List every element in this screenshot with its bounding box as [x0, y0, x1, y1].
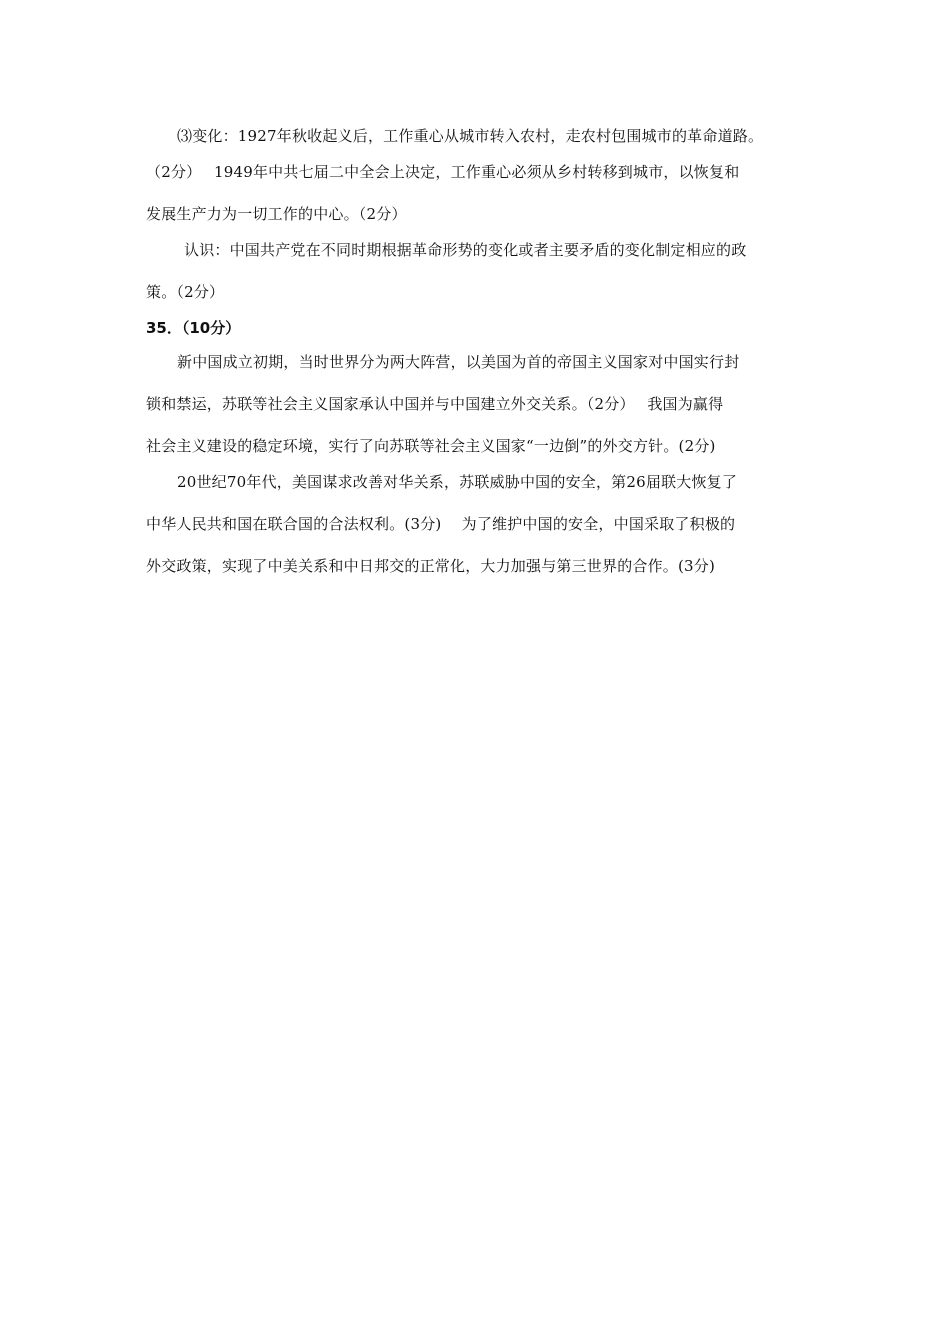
question-35-heading: 35．（10分） [146, 319, 241, 337]
question-35-p1-line-1: 新中国成立初期，当时世界分为两大阵营，以美国为首的帝国主义国家对中国实行封 [177, 353, 740, 371]
answer-part3-line-2: （2分） 1949年中共七届二中全会上决定，工作重心必须从乡村转移到城市，以恢复和 [146, 163, 740, 181]
answer-part3-line-3: 发展生产力为一切工作的中心。（2分） [146, 205, 407, 223]
question-35-p2-line-2: 中华人民共和国在联合国的合法权利。(3分) 为了维护中国的安全，中国采取了积极的 [146, 515, 736, 533]
question-35-p1-line-3: 社会主义建设的稳定环境，实行了向苏联等社会主义国家“一边倒”的外交方针。(2分) [146, 437, 716, 455]
question-35-p1-line-2: 锁和禁运，苏联等社会主义国家承认中国并与中国建立外交关系。（2分） 我国为赢得 [146, 395, 724, 413]
answer-part3-line-4: 认识：中国共产党在不同时期根据革命形势的变化或者主要矛盾的变化制定相应的政 [184, 241, 747, 259]
answer-part3-line-1: ⑶变化：1927年秋收起义后，工作重心从城市转入农村，走农村包围城市的革命道路。 [177, 127, 764, 145]
question-35-p2-line-1: 20世纪70年代，美国谋求改善对华关系，苏联威胁中国的安全，第26届联大恢复了 [177, 473, 738, 491]
question-35-p2-line-3: 外交政策，实现了中美关系和中日邦交的正常化，大力加强与第三世界的合作。(3分) [146, 557, 716, 575]
answer-part3-line-5: 策。（2分） [146, 283, 225, 301]
